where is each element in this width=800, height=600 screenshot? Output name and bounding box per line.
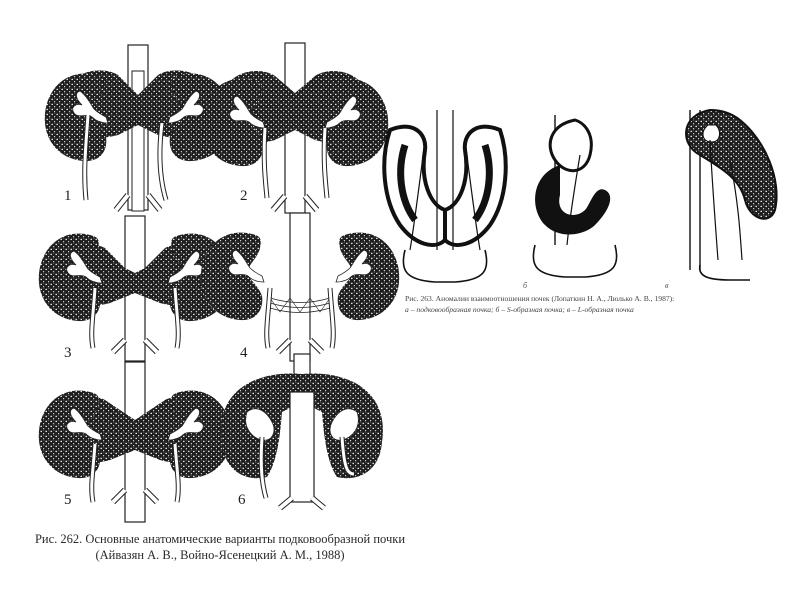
- panel-letter-a: а: [393, 281, 397, 290]
- panel-letter-c: в: [665, 281, 669, 290]
- panel-4: [201, 213, 400, 361]
- figure-263-caption: [405, 293, 735, 315]
- panel-c-l-shaped: [686, 110, 777, 280]
- panel-2: [202, 43, 389, 213]
- panel-letter-b: б: [523, 281, 528, 290]
- figure-263-caption-line1: Рис. 263. Аномалии взаимоотношения почек (Лопаткин Н. А., Люлько А. В., 1987):: [405, 294, 675, 303]
- panel-6: [221, 354, 383, 508]
- panel-number-6: 6: [238, 492, 246, 508]
- panel-number-3: 3: [64, 345, 72, 361]
- panel-number-1: 1: [64, 188, 72, 204]
- figure-262-caption: [20, 531, 420, 563]
- panel-a-horseshoe: [384, 110, 505, 282]
- panel-number-5: 5: [64, 492, 72, 508]
- figure-262-caption-line1: Рис. 262. Основные анатомические варианты подковообразной почки: [34, 532, 406, 546]
- panel-number-4: 4: [240, 345, 248, 361]
- figure-262-caption-line2: (Айвазян А. В., Войно-Ясенецкий А. М., 1988): [95, 548, 345, 562]
- panel-number-2: 2: [240, 188, 248, 204]
- figure-263-caption-line2: а – подковообразная почка; б – S-образная почка; в – L-образная почка: [405, 305, 634, 314]
- panel-b-s-shaped: [533, 115, 616, 277]
